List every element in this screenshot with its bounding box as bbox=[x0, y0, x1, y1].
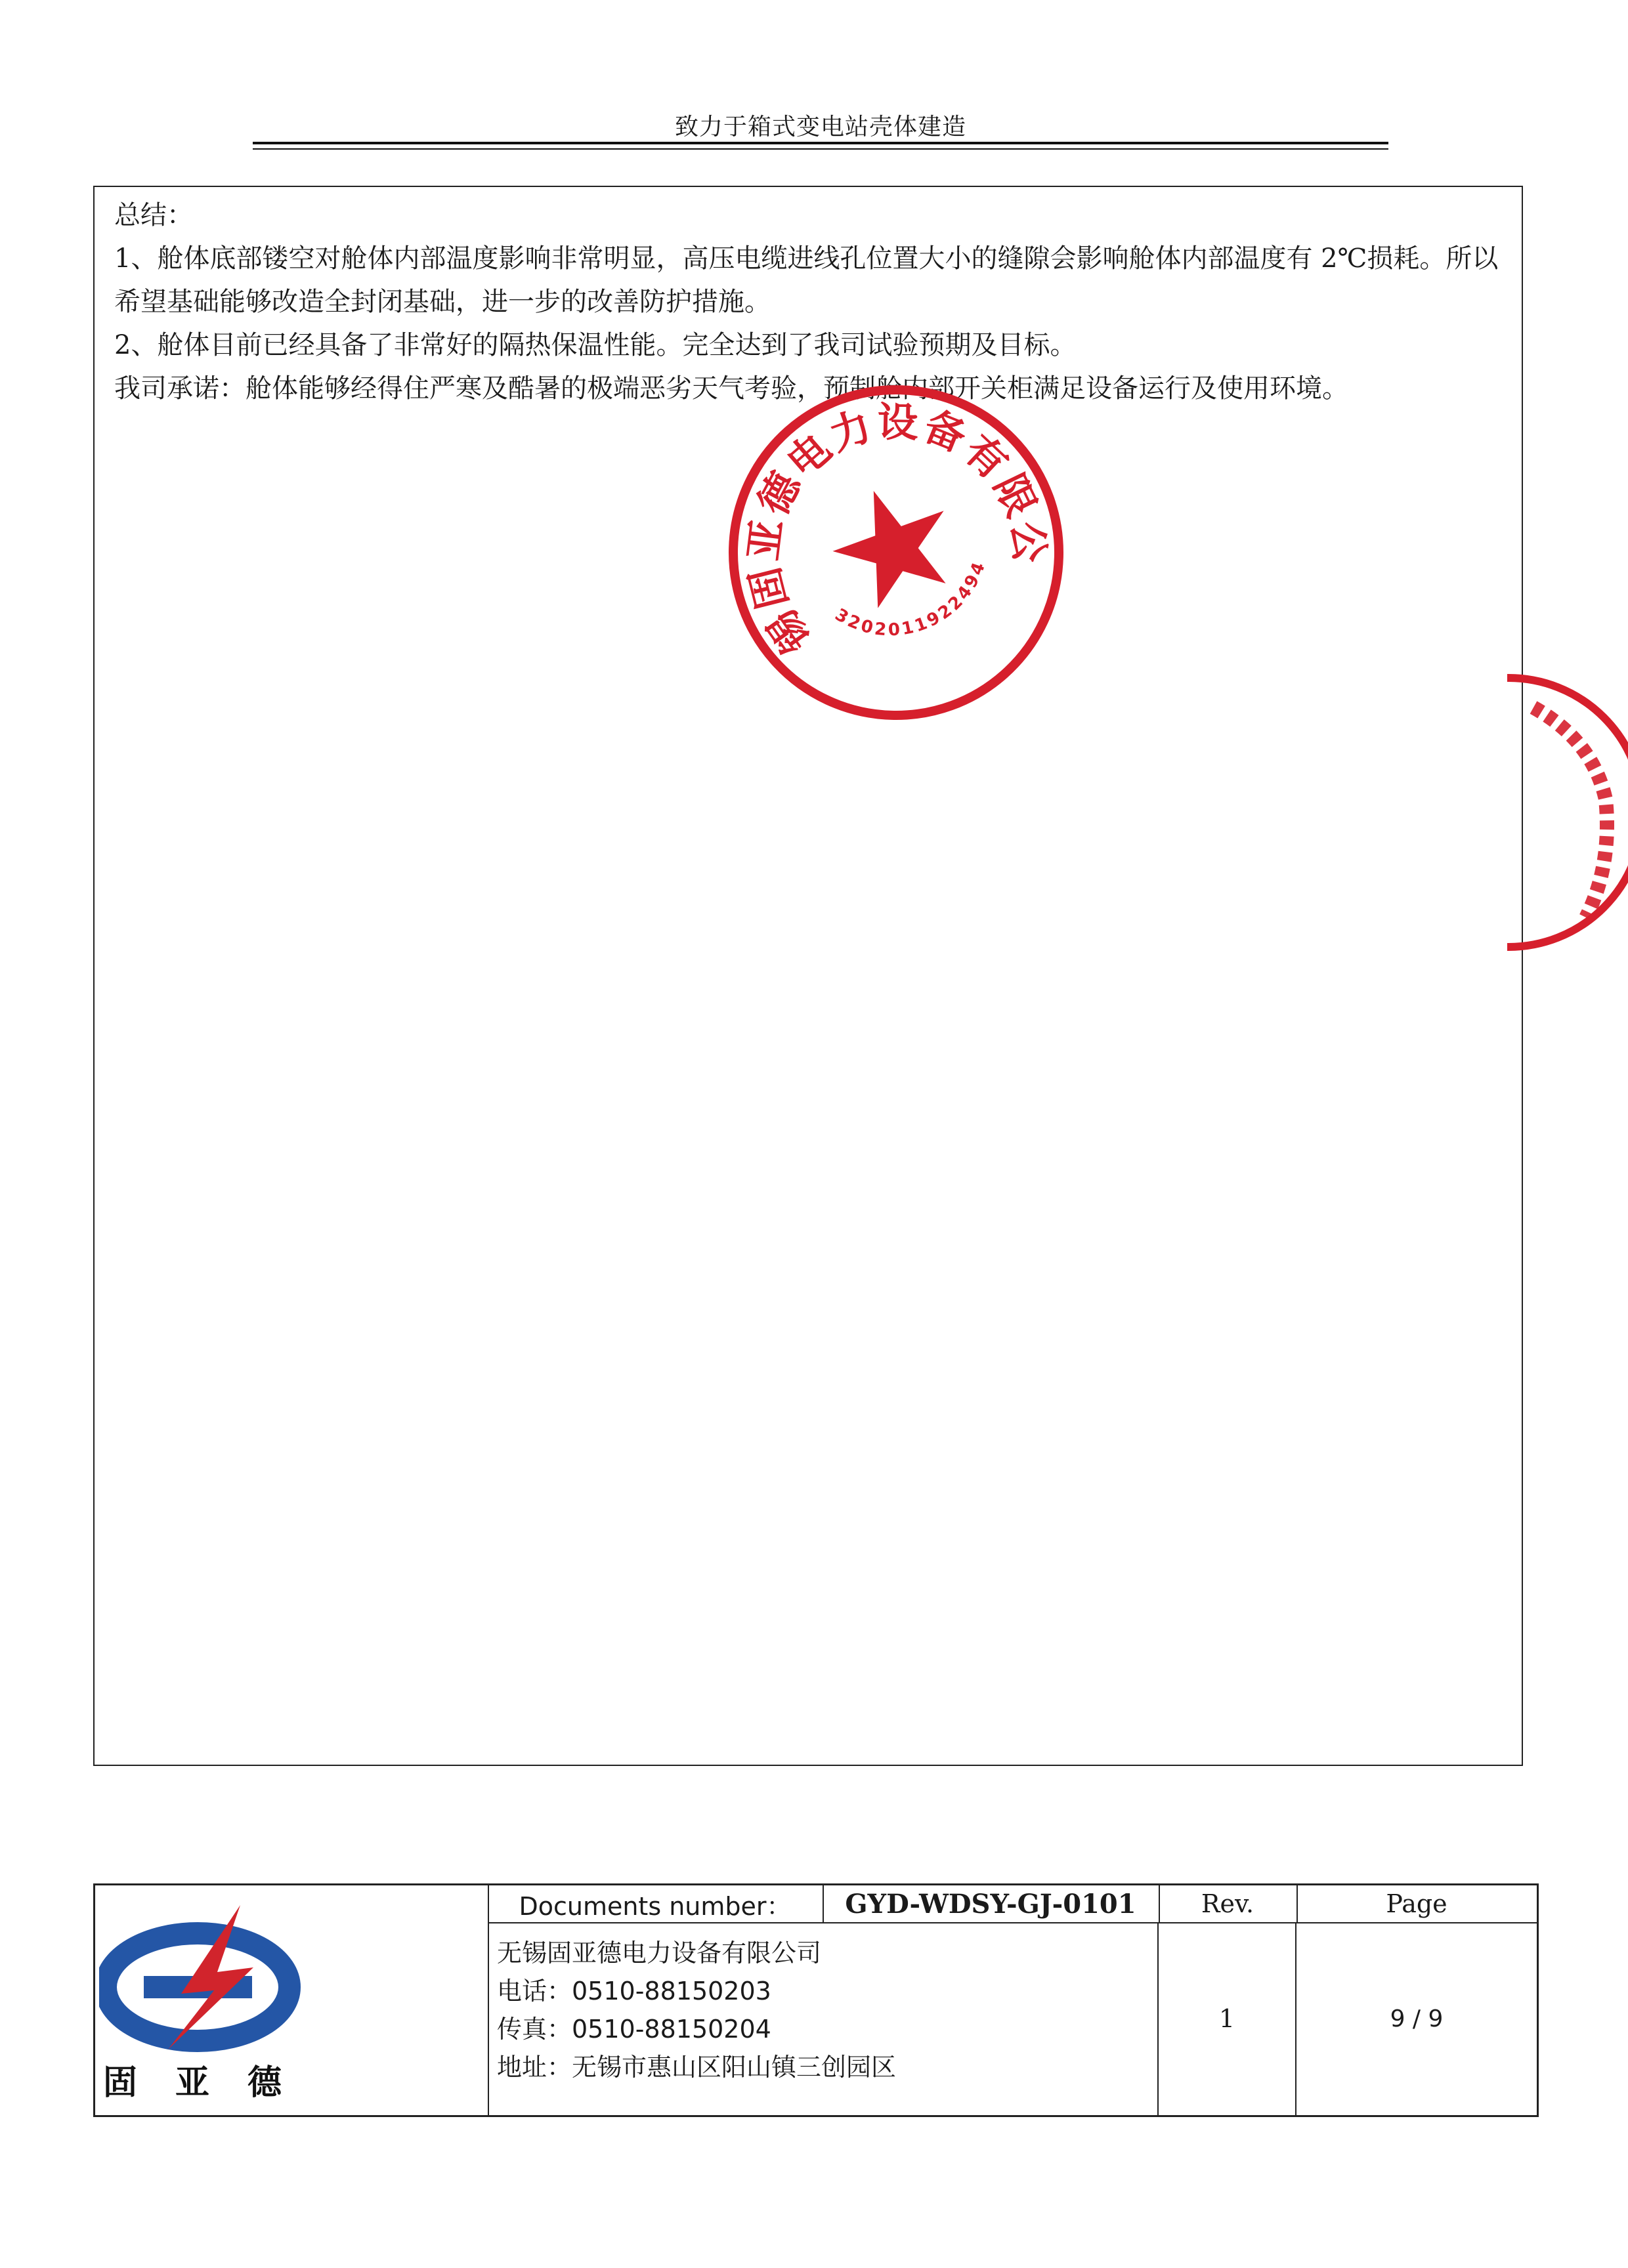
company-fax: 传真：0510-88150204 bbox=[497, 2015, 771, 2044]
summary-point-1: 1、舱体底部镂空对舱体内部温度影响非常明显，高压电缆进线孔位置大小的缝隙会影响舱体内部温度有 2℃损耗。所以希望基础能够改造全封闭基础，进一步的改善防护措施。 bbox=[114, 243, 1499, 317]
header-rule-thin bbox=[253, 148, 1388, 150]
doc-number-label: Documents number： bbox=[488, 1885, 824, 1922]
summary-heading: 总结： bbox=[114, 200, 193, 230]
summary-text bbox=[114, 194, 1502, 410]
rev-label: Rev. bbox=[1159, 1885, 1298, 1922]
company-phone: 电话：0510-88150203 bbox=[497, 1977, 771, 2006]
summary-point-2: 2、舱体目前已经具备了非常好的隔热保温性能。完全达到了我司试验预期及目标。 bbox=[114, 330, 1077, 360]
seal-company-name: 无锡固亚德电力设备有限公司 bbox=[739, 398, 1054, 662]
edge-seal-partial bbox=[1507, 668, 1628, 957]
company-commitment: 我司承诺：舱体能够经得住严寒及酷暑的极端恶劣天气考验，预制舱内部开关柜满足设备运行及使用环境。 bbox=[114, 373, 1348, 404]
page-label: Page bbox=[1386, 1889, 1447, 1918]
company-address: 地址：无锡市惠山区阳山镇三创园区 bbox=[497, 2053, 897, 2082]
company-logo-icon bbox=[99, 1899, 316, 2056]
seal-code: 3202011922494 bbox=[831, 557, 991, 640]
page-value: 9 / 9 bbox=[1390, 2005, 1444, 2032]
header-rule bbox=[253, 142, 1388, 144]
logo-text: 固亚德 bbox=[103, 2063, 320, 2103]
rev-value: 1 bbox=[1159, 1922, 1296, 2115]
seal-star-icon bbox=[818, 471, 967, 616]
company-info bbox=[488, 1922, 1159, 2115]
document-footer bbox=[93, 1883, 1539, 2117]
page-header-title: 致力于箱式变电站壳体建造 bbox=[674, 114, 966, 140]
company-seal bbox=[725, 382, 1067, 723]
doc-number-value: GYD-WDSY-GJ-0101 bbox=[823, 1885, 1160, 1922]
logo-cell bbox=[95, 1885, 489, 2115]
company-name: 无锡固亚德电力设备有限公司 bbox=[497, 1939, 822, 1967]
footer-header-row bbox=[488, 1885, 1537, 1923]
